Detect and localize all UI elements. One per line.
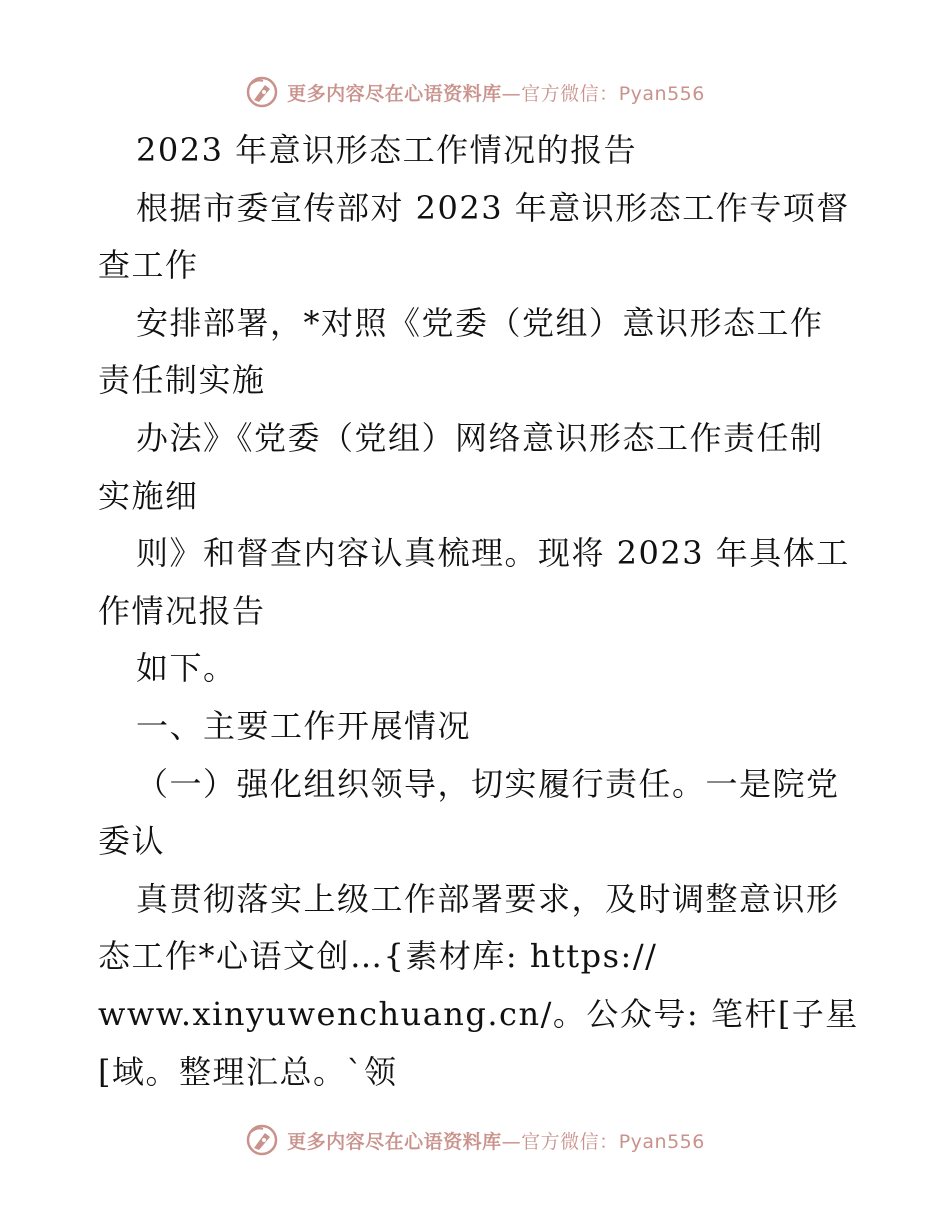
section-heading: 一、主要工作开展情况	[136, 706, 472, 745]
watermark-site-text: 更多内容尽在心语资料库	[287, 82, 502, 105]
paragraph-line: 责任制实施	[98, 361, 266, 400]
watermark-wechat-label: 官方微信：	[521, 82, 619, 105]
watermark-wechat-label: 官方微信：	[521, 1130, 619, 1153]
watermark-text	[287, 79, 705, 106]
watermark-site-text: 更多内容尽在心语资料库	[287, 1130, 502, 1153]
document-title: 2023 年意识形态工作情况的报告	[136, 131, 638, 169]
paragraph-line: 真贯彻落实上级工作部署要求，及时调整意识形	[136, 879, 840, 918]
watermark-banner-bottom	[0, 1118, 950, 1162]
watermark-wechat-id: Pyan556	[618, 1130, 705, 1153]
paragraph-line: 办法》《党委（党组）网络意识形态工作责任制	[136, 418, 824, 457]
paragraph-line: 作情况报告	[98, 591, 266, 630]
paragraph-line: 安排部署，*对照《党委（党组）意识形态工作	[136, 303, 824, 342]
paragraph-line: 查工作	[98, 246, 199, 285]
document-body	[98, 122, 858, 1101]
watermark-banner-top	[0, 70, 950, 114]
paragraph-line: 委认	[98, 822, 166, 861]
paragraph-line: 实施细	[98, 476, 199, 515]
watermark-dash: —	[501, 82, 522, 105]
watermark-dash: —	[501, 1130, 522, 1153]
pen-nib-logo-icon	[245, 75, 279, 109]
paragraph-line: www.xinyuwenchuang.cn/。公众号: 笔杆[子星	[98, 994, 859, 1033]
paragraph-line: 态工作*心语文创…{素材库: https://	[98, 937, 658, 976]
paragraph-line: 如下。	[136, 649, 237, 688]
paragraph-line: 根据市委宣传部对 2023 年意识形态工作专项督	[136, 188, 850, 227]
watermark-wechat-id: Pyan556	[618, 82, 705, 105]
paragraph-line: （一）强化组织领导，切实履行责任。一是院党	[136, 764, 840, 803]
paragraph-line: 则》和督查内容认真梳理。现将 2023 年具体工	[136, 534, 850, 573]
paragraph-line: [域。整理汇总。`领	[98, 1052, 398, 1091]
pen-nib-logo-icon	[245, 1123, 279, 1157]
watermark-text	[287, 1127, 705, 1154]
